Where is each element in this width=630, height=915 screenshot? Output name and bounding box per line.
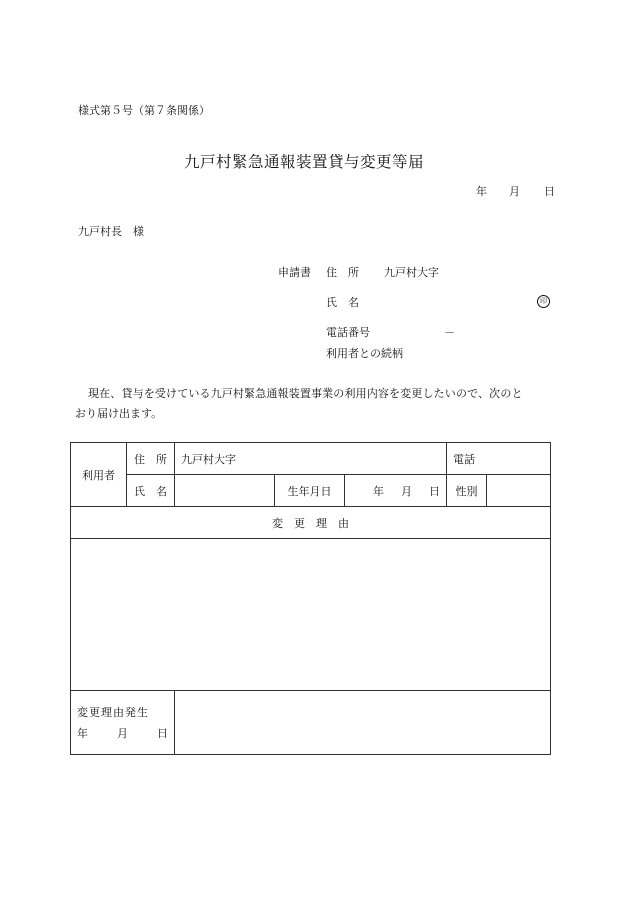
body-text-line2: おり届け出ます。: [75, 407, 163, 420]
birth-label-cell: [275, 475, 345, 507]
birth-day-label: 日: [429, 484, 441, 498]
page-title: 九戸村緊急通報装置貸与変更等届: [184, 153, 425, 171]
reason-header-cell: [71, 507, 551, 539]
table-row: [71, 539, 551, 691]
applicant-phone-label: 電話番号: [326, 326, 370, 339]
reason-text-area[interactable]: [71, 539, 551, 691]
applicant-phone-dash: －: [444, 326, 455, 339]
birth-month-label: 月: [401, 484, 413, 498]
user-address-label: 住 所: [134, 452, 167, 466]
applicant-relation-label: 利用者との続柄: [326, 347, 403, 360]
user-address-cell[interactable]: [175, 443, 447, 475]
applicant-name-label: 氏 名: [326, 296, 359, 309]
table-row: [71, 443, 551, 475]
birth-label: 生年月日: [287, 484, 332, 498]
user-phone-label: 電話: [453, 452, 476, 466]
body-text-line1: 現在、貸与を受けている九戸村緊急通報装置事業の利用内容を変更したいので、次のと: [88, 387, 523, 400]
reason-date-label-cell: [71, 691, 175, 755]
seal-icon: [537, 293, 550, 308]
reason-date-cell[interactable]: [175, 691, 551, 755]
applicant-address-value: 九戸村大字: [384, 266, 439, 279]
table-row: [71, 507, 551, 539]
user-label-cell: [71, 443, 127, 507]
form-number: 様式第５号（第７条関係）: [78, 104, 210, 117]
applicant-address-label: 住 所: [326, 266, 359, 279]
seal-mark: 印: [537, 295, 550, 308]
user-address-value: 九戸村大字: [181, 452, 236, 466]
reason-header: 変 更 理 由: [272, 516, 350, 530]
date-year-label: 年: [476, 185, 487, 198]
user-name-cell[interactable]: [175, 475, 275, 507]
reason-date-year: 年: [77, 726, 88, 740]
date-month-label: 月: [509, 185, 520, 198]
user-phone-cell[interactable]: [447, 443, 551, 475]
user-label: 利用者: [82, 468, 115, 482]
birth-year-label: 年: [373, 484, 385, 498]
date-day-label: 日: [544, 185, 555, 198]
gender-cell[interactable]: [487, 475, 551, 507]
reason-date-day: 日: [157, 726, 168, 740]
gender-label-cell: [447, 475, 487, 507]
gender-label: 性別: [455, 484, 478, 498]
reason-date-label: 変更理由発生: [77, 705, 149, 719]
birth-date-cell[interactable]: [345, 475, 447, 507]
applicant-label: 申請書: [278, 266, 311, 279]
reason-date-month: 月: [117, 726, 128, 740]
change-form-table: [70, 442, 551, 755]
table-row: [71, 475, 551, 507]
user-address-label-cell: [127, 443, 175, 475]
table-row: [71, 691, 551, 755]
addressee: 九戸村長 様: [78, 225, 144, 238]
reason-date-ymd: [77, 723, 168, 744]
user-name-label-cell: [127, 475, 175, 507]
user-name-label: 氏 名: [134, 484, 167, 498]
